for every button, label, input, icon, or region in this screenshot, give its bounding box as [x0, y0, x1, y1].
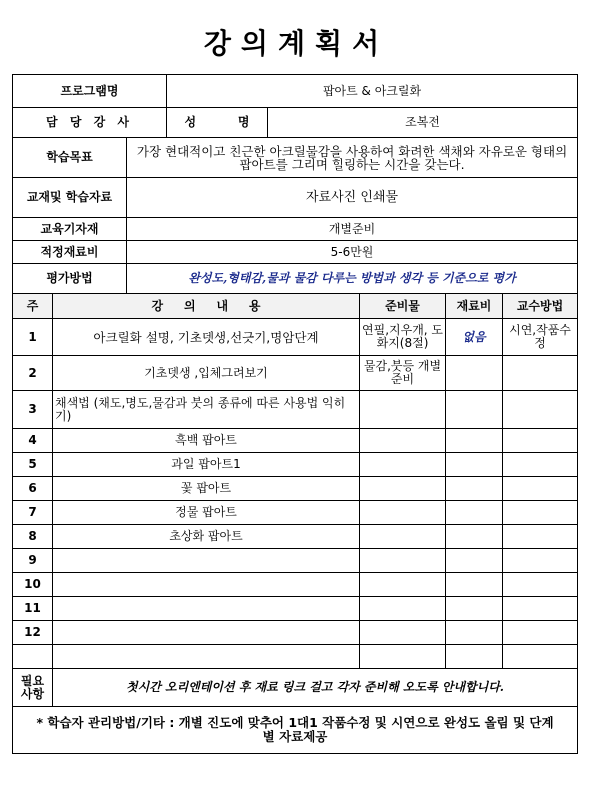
table-row — [13, 525, 578, 549]
row-content: 과일 팝아트1 — [53, 453, 360, 477]
name-label: 성 명 — [167, 108, 268, 138]
cost-value: 5-6만원 — [127, 241, 578, 264]
eval-label: 평가방법 — [13, 264, 127, 294]
row-fee — [446, 391, 503, 429]
row-method — [503, 525, 578, 549]
row-prep — [360, 391, 446, 429]
row-prep — [360, 573, 446, 597]
program-value: 팝아트 & 아크릴화 — [167, 75, 578, 108]
row-fee — [446, 549, 503, 573]
row-method: 시연,작품수정 — [503, 319, 578, 356]
row-method — [503, 597, 578, 621]
table-row — [13, 429, 578, 453]
week-number: 8 — [13, 525, 53, 549]
row-prep — [360, 525, 446, 549]
row-prep: 물감,붓등 개별 준비 — [360, 356, 446, 391]
week-number: 9 — [13, 549, 53, 573]
table-row — [13, 477, 578, 501]
row-fee — [446, 477, 503, 501]
row-method — [503, 391, 578, 429]
row-prep — [360, 597, 446, 621]
row-fee — [446, 429, 503, 453]
goal-value: 가장 현대적이고 친근한 아크릴물감을 사용하여 화려한 색채와 자유로운 형태의 팝아트를 그리며 힐링하는 시간을 갖는다. — [127, 138, 578, 178]
cost-label: 적정재료비 — [13, 241, 127, 264]
row-method — [503, 477, 578, 501]
col-content: 강 의 내 용 — [53, 294, 360, 319]
table-row — [13, 597, 578, 621]
week-number: 1 — [13, 319, 53, 356]
equipment-value: 개별준비 — [127, 218, 578, 241]
row-fee — [446, 573, 503, 597]
row-method — [503, 549, 578, 573]
row-method — [503, 645, 578, 669]
row-fee — [446, 356, 503, 391]
col-fee: 재료비 — [446, 294, 503, 319]
row-fee: 없음 — [446, 319, 503, 356]
row-content: 채색법 (채도,명도,물감과 붓의 종류에 따른 사용법 익히기) — [53, 391, 360, 429]
row-fee — [446, 453, 503, 477]
row-method — [503, 573, 578, 597]
row-content — [53, 597, 360, 621]
table-row — [13, 391, 578, 429]
row-fee — [446, 597, 503, 621]
table-row — [13, 356, 578, 391]
row-content: 기초뎃생 ,입체그려보기 — [53, 356, 360, 391]
row-fee — [446, 501, 503, 525]
row-method — [503, 453, 578, 477]
row-content — [53, 549, 360, 573]
week-number: 7 — [13, 501, 53, 525]
table-row — [13, 501, 578, 525]
row-content — [53, 621, 360, 645]
program-label: 프로그램명 — [13, 75, 167, 108]
goal-label: 학습목표 — [13, 138, 127, 178]
row-method — [503, 501, 578, 525]
row-prep — [360, 477, 446, 501]
week-number: 2 — [13, 356, 53, 391]
week-number: 6 — [13, 477, 53, 501]
footer-note: * 학습자 관리방법/기타 : 개별 진도에 맞추어 1대1 작품수정 및 시연으로 완성도 올림 및 단계별 자료제공 — [13, 707, 578, 754]
row-prep — [360, 549, 446, 573]
required-label: 필요 사항 — [13, 669, 53, 707]
col-week: 주 — [13, 294, 53, 319]
eval-value: 완성도,형태감,물과 물감 다루는 방법과 생각 등 기준으로 평가 — [127, 264, 578, 294]
row-fee — [446, 621, 503, 645]
row-content: 꽃 팝아트 — [53, 477, 360, 501]
row-fee — [446, 645, 503, 669]
week-number: 12 — [13, 621, 53, 645]
required-value: 첫시간 오리엔테이션 후 재료 링크 걸고 각자 준비해 오도록 안내합니다. — [53, 669, 578, 707]
row-fee — [446, 525, 503, 549]
week-number: 11 — [13, 597, 53, 621]
row-content: 초상화 팝아트 — [53, 525, 360, 549]
table-row — [13, 645, 578, 669]
equipment-label: 교육기자재 — [13, 218, 127, 241]
row-content — [53, 645, 360, 669]
row-content: 아크릴화 설명, 기초뎃생,선긋기,명암단계 — [53, 319, 360, 356]
instructor-label: 담 당 강 사 — [13, 108, 167, 138]
row-content: 흑백 팝아트 — [53, 429, 360, 453]
week-number: 3 — [13, 391, 53, 429]
table-row — [13, 573, 578, 597]
row-method — [503, 429, 578, 453]
instructor-name: 조복전 — [268, 108, 578, 138]
week-number: 10 — [13, 573, 53, 597]
row-prep: 연필,지우개, 도화지(8절) — [360, 319, 446, 356]
row-content: 정물 팝아트 — [53, 501, 360, 525]
col-method: 교수방법 — [503, 294, 578, 319]
table-row — [13, 621, 578, 645]
row-method — [503, 621, 578, 645]
col-prep: 준비물 — [360, 294, 446, 319]
table-row — [13, 549, 578, 573]
row-prep — [360, 621, 446, 645]
week-number: 4 — [13, 429, 53, 453]
document-title: 강의계획서 — [203, 27, 390, 60]
row-prep — [360, 429, 446, 453]
row-prep — [360, 645, 446, 669]
materials-value: 자료사진 인쇄물 — [127, 178, 578, 218]
table-row — [13, 453, 578, 477]
table-row — [13, 319, 578, 356]
row-content — [53, 573, 360, 597]
lecture-plan-table — [12, 74, 578, 754]
materials-label: 교재및 학습자료 — [13, 178, 127, 218]
week-number: 5 — [13, 453, 53, 477]
row-method — [503, 356, 578, 391]
row-prep — [360, 501, 446, 525]
row-prep — [360, 453, 446, 477]
week-number — [13, 645, 53, 669]
